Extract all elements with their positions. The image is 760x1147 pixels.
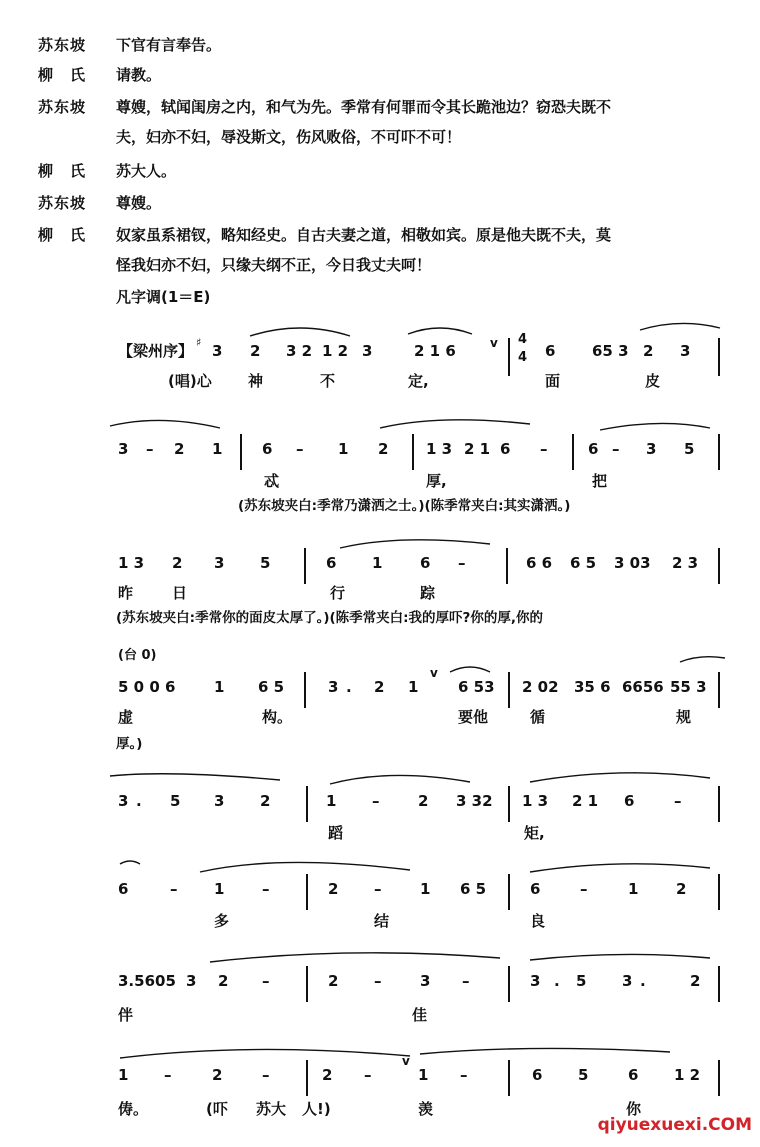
speech-text: 苏大人。	[116, 162, 177, 180]
jianpu-note: 6	[500, 440, 511, 458]
jianpu-note: 2	[643, 342, 654, 360]
slur-marks	[200, 944, 720, 974]
jianpu-note: 2	[418, 792, 429, 810]
jianpu-note: 3 2	[286, 342, 313, 360]
jianpu-note: –	[296, 440, 304, 458]
jianpu-note: .	[640, 972, 646, 990]
jianpu-note: 2	[260, 792, 271, 810]
jianpu-note: –	[612, 440, 620, 458]
spoken-interjection: (苏东坡夹白:季常乃潇洒之士。)(陈季常夹白:其实潇洒。)	[238, 498, 571, 514]
lyric-syllable: 日	[172, 584, 188, 602]
spoken-interjection: (苏东坡夹白:季常你的面皮太厚了。)(陈季常夹白:我的厚吓?你的厚,你的	[116, 610, 544, 626]
watermark-text: qiyuexuexi.COM	[597, 1115, 752, 1135]
jianpu-note: 3	[118, 440, 129, 458]
barline	[304, 672, 306, 708]
lyric-syllable: 结	[374, 912, 390, 930]
jianpu-note: 1 3	[118, 554, 145, 572]
jianpu-note: –	[170, 880, 178, 898]
jianpu-note: 2 1	[572, 792, 599, 810]
jianpu-note: 3.5605	[118, 972, 176, 990]
slur-marks	[440, 650, 730, 680]
jianpu-note: 6 53	[458, 678, 495, 696]
jianpu-note: 6656	[622, 678, 664, 696]
jianpu-note: 2	[676, 880, 687, 898]
jianpu-note: 6	[262, 440, 273, 458]
lyric-syllable: 良	[530, 912, 546, 930]
lyric-syllable: 多	[214, 912, 230, 930]
jianpu-note: 3	[212, 342, 223, 360]
breath-mark: v	[430, 666, 438, 680]
jianpu-note: 6 5	[258, 678, 285, 696]
jianpu-note: 6 5	[460, 880, 487, 898]
dialogue-line	[0, 62, 760, 88]
barline	[304, 548, 306, 584]
lyric-syllable: 虚	[118, 708, 134, 726]
jianpu-note: 3	[328, 678, 339, 696]
jianpu-note: 5	[260, 554, 271, 572]
jianpu-note: 2	[374, 678, 385, 696]
speaker-name: 苏东坡	[38, 194, 87, 212]
lyric-syllable: 伴	[118, 1006, 134, 1024]
jianpu-note: 1 3	[426, 440, 453, 458]
dialogue-line	[0, 158, 760, 184]
jianpu-note: 6	[624, 792, 635, 810]
jianpu-note: –	[540, 440, 548, 458]
lyric-syllable: 忒	[264, 472, 280, 490]
jianpu-note: 2	[378, 440, 389, 458]
speech-text: 奴家虽系裙钗，略知经史。自古夫妻之道，相敬如宾。原是他夫既不夫，莫	[116, 226, 612, 244]
speaker-name: 柳 氏	[38, 162, 87, 180]
jianpu-note: 5	[170, 792, 181, 810]
jianpu-note: 2	[250, 342, 261, 360]
jianpu-note: –	[164, 1066, 172, 1084]
jianpu-note: 3	[420, 972, 431, 990]
speaker-name: 苏东坡	[38, 36, 87, 54]
lyric-syllable: 人!)	[302, 1100, 331, 1118]
lyric-syllable: 昨	[118, 584, 134, 602]
slur-marks	[240, 318, 720, 348]
jianpu-note: 6	[588, 440, 599, 458]
jianpu-note: –	[146, 440, 154, 458]
score-system	[0, 766, 760, 850]
lyric-syllable: 踪	[420, 584, 436, 602]
time-sig-top: 4	[518, 332, 528, 347]
speech-text: 尊嫂，轼闻闺房之内，和气为先。季常有何罪而令其长跪池边？窃恐夫既不	[116, 98, 612, 116]
jianpu-note: 65 3	[592, 342, 629, 360]
speaker-name: 苏东坡	[38, 98, 87, 116]
jianpu-note: 6	[545, 342, 556, 360]
jianpu-note: 2 1 6	[414, 342, 456, 360]
jianpu-note: 2 3	[672, 554, 699, 572]
dialogue-line	[0, 222, 760, 248]
jianpu-note: .	[554, 972, 560, 990]
jianpu-note: 5 0 0 6	[118, 678, 176, 696]
jianpu-note: 6 5	[570, 554, 597, 572]
jianpu-note: 35 6	[574, 678, 611, 696]
sharp-mark: ♯	[196, 336, 202, 349]
dialogue-line	[0, 94, 760, 120]
speaker-name: 柳 氏	[38, 66, 87, 84]
jianpu-note: 6 6	[526, 554, 553, 572]
score-system	[0, 318, 760, 398]
dialogue-line	[0, 32, 760, 58]
jianpu-note: 2	[174, 440, 185, 458]
jianpu-note: 1	[420, 880, 431, 898]
dialogue-line-continued	[0, 124, 760, 150]
jianpu-note: –	[262, 972, 270, 990]
lyric-syllable: 不	[320, 372, 336, 390]
jianpu-note: 3	[622, 972, 633, 990]
lyric-syllable: 矩,	[524, 824, 545, 842]
barline	[718, 548, 720, 584]
jianpu-note: 3 32	[456, 792, 493, 810]
jianpu-note: 1	[214, 880, 225, 898]
lyric-syllable: (唱)心	[168, 372, 212, 390]
jianpu-note: 1	[338, 440, 349, 458]
jianpu-note: 3	[214, 554, 225, 572]
jianpu-note: 2 02	[522, 678, 559, 696]
jianpu-note: 6	[532, 1066, 543, 1084]
jianpu-note: 1	[628, 880, 639, 898]
jianpu-note: 3	[530, 972, 541, 990]
speech-text: 请教。	[116, 66, 162, 84]
score-system	[0, 640, 760, 760]
lyric-syllable: 羡	[418, 1100, 434, 1118]
key-signature: 凡字调(1＝E)	[116, 288, 211, 306]
jianpu-note: 1 2	[322, 342, 349, 360]
jianpu-note: 5	[578, 1066, 589, 1084]
speech-text: 尊嫂。	[116, 194, 162, 212]
lyric-syllable: 蹈	[328, 824, 344, 842]
jianpu-note: 3	[362, 342, 373, 360]
lyric-syllable: 你	[626, 1100, 642, 1118]
qupai-label: 【梁州序】	[118, 342, 194, 360]
jianpu-note: 1	[326, 792, 337, 810]
jianpu-note: 2	[690, 972, 701, 990]
dialogue-line	[0, 190, 760, 216]
lyric-syllable: 行	[330, 584, 346, 602]
jianpu-note: –	[462, 972, 470, 990]
jianpu-note: 2	[218, 972, 229, 990]
jianpu-note: 1	[118, 1066, 129, 1084]
jianpu-note: 5	[684, 440, 695, 458]
jianpu-note: 1 3	[522, 792, 549, 810]
jianpu-note: –	[458, 554, 466, 572]
speech-text-continued: 夫，妇亦不妇，辱没斯文，伤风败俗，不可吓不可！	[116, 128, 462, 146]
jianpu-note: –	[580, 880, 588, 898]
jianpu-note: 3	[646, 440, 657, 458]
score-system	[0, 854, 760, 936]
jianpu-note: 2 1	[464, 440, 491, 458]
jianpu-note: 3 03	[614, 554, 651, 572]
lyric-syllable: 皮	[645, 372, 661, 390]
jianpu-note: 3	[214, 792, 225, 810]
jianpu-note: .	[136, 792, 142, 810]
speaker-name: 柳 氏	[38, 226, 87, 244]
time-sig-bottom: 4	[518, 350, 528, 365]
jianpu-note: –	[262, 880, 270, 898]
jianpu-note: 2	[212, 1066, 223, 1084]
jianpu-note: 3	[680, 342, 691, 360]
lyric-syllable: 俦。	[118, 1100, 149, 1118]
slur-marks	[110, 766, 720, 796]
jianpu-note: 2	[328, 880, 339, 898]
jianpu-note: 2	[172, 554, 183, 572]
lyric-syllable: 厚,	[426, 472, 447, 490]
jianpu-note: –	[374, 972, 382, 990]
lyric-syllable: 面	[545, 372, 561, 390]
jianpu-note: 3	[186, 972, 197, 990]
jianpu-note: 6	[628, 1066, 639, 1084]
jianpu-note: –	[374, 880, 382, 898]
jianpu-note: 1	[418, 1066, 429, 1084]
jianpu-note: 5	[576, 972, 587, 990]
jianpu-note: –	[674, 792, 682, 810]
breath-mark: v	[490, 336, 498, 350]
jianpu-note: 2	[322, 1066, 333, 1084]
tai-cue: (台 0)	[118, 648, 157, 663]
jianpu-note: –	[372, 792, 380, 810]
slur-marks	[110, 412, 720, 442]
speech-text: 下官有言奉告。	[116, 36, 222, 54]
lyric-syllable: 佳	[412, 1006, 428, 1024]
lyric-syllable: 循	[530, 708, 546, 726]
lyric-syllable: 苏大	[256, 1100, 287, 1118]
jianpu-note: 1	[372, 554, 383, 572]
lyric-syllable: 把	[592, 472, 608, 490]
lyric-syllable: 要他	[458, 708, 489, 726]
jianpu-note: 1	[212, 440, 223, 458]
slur-marks	[320, 530, 520, 560]
score-system	[0, 944, 760, 1034]
jianpu-note: 1	[408, 678, 419, 696]
jianpu-note: 55 3	[670, 678, 707, 696]
score-system	[0, 530, 760, 630]
jianpu-note: .	[346, 678, 352, 696]
jianpu-note: 6	[420, 554, 431, 572]
jianpu-note: 3	[118, 792, 129, 810]
jianpu-note: 6	[326, 554, 337, 572]
jianpu-note: 1	[214, 678, 225, 696]
speech-text-continued: 怪我妇亦不妇，只缘夫纲不正，今日我丈夫呵！	[116, 256, 432, 274]
dialogue-line-continued	[0, 252, 760, 278]
lyric-syllable: 神	[248, 372, 264, 390]
lyric-syllable: 规	[676, 708, 692, 726]
score-system	[0, 412, 760, 522]
jianpu-note: 1 2	[674, 1066, 701, 1084]
breath-mark: v	[402, 1054, 410, 1068]
lyric-syllable: (吓	[206, 1100, 228, 1118]
lyric-syllable: 定,	[408, 372, 429, 390]
spoken-interjection: 厚。)	[116, 736, 143, 752]
jianpu-note: –	[460, 1066, 468, 1084]
jianpu-note: 6	[118, 880, 129, 898]
slur-marks	[110, 1040, 720, 1070]
jianpu-note: –	[262, 1066, 270, 1084]
jianpu-note: 6	[530, 880, 541, 898]
jianpu-note: 2	[328, 972, 339, 990]
jianpu-note: –	[364, 1066, 372, 1084]
lyric-syllable: 构。	[262, 708, 293, 726]
key-signature-line	[0, 284, 760, 310]
slur-marks	[110, 854, 720, 884]
